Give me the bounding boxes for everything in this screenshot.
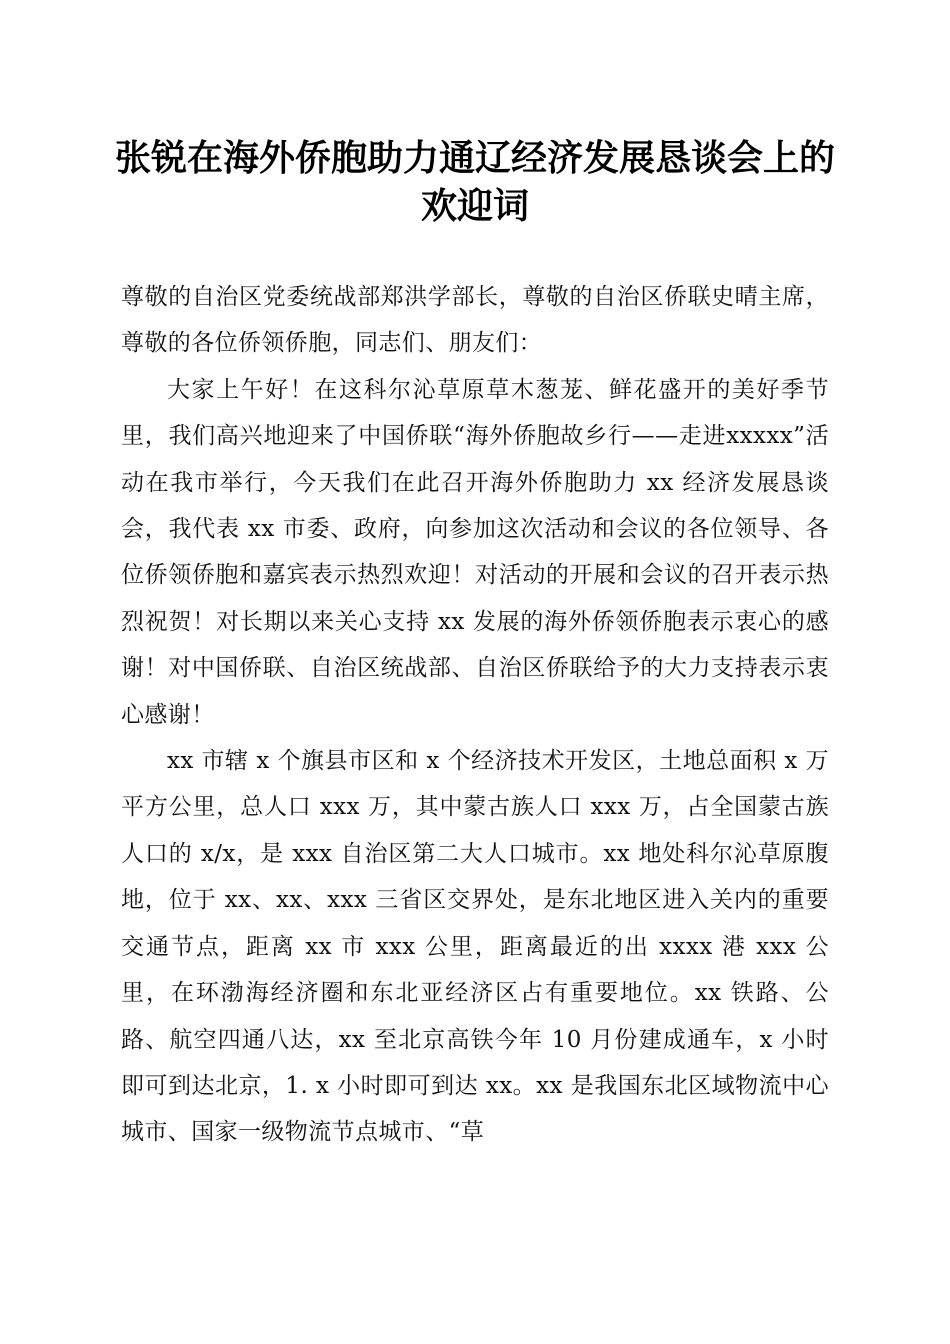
title-line-1: 张锐在海外侨胞助力通辽经济发展恳谈会上的 — [114, 137, 835, 179]
document-title — [100, 134, 850, 230]
title-line-2: 欢迎词 — [420, 185, 529, 227]
document-body — [121, 274, 829, 1156]
greeting-paragraph: 大家上午好！在这科尔沁草原草木葱茏、鲜花盛开的美好季节里，我们高兴地迎来了中国侨联“海外侨胞故乡行——走进xxxxx”活动在我市举行，今天我们在此召开海外侨胞助力 xx 经济发展恳谈会，我代表 xx 市委、政府，向参加这次活动和会议的各位领导、各位侨领侨胞和嘉宾表示热烈欢迎！对活动的开展和会议的召开表示热烈祝贺！对长期以来关心支持 xx 发展的海外侨领侨胞表示衷心的感谢！对中国侨联、自治区统战部、自治区侨联给予的大力支持表示衷心感谢！ — [121, 376, 829, 728]
city-overview-paragraph: xx 市辖 x 个旗县市区和 x 个经济技术开发区，土地总面积 x 万平方公里，总人口 xxx 万，其中蒙古族人口 xxx 万，占全国蒙古族人口的 x/x，是 xxx 自治区第二大人口城市。xx 地处科尔沁草原腹地，位于 xx、xx、xxx 三省区交界处，是东北地区进入关内的重要交通节点，距离 xx 市 xxx 公里，距离最近的出 xxxx 港 xxx 公里，在环渤海经济圈和东北亚经济区占有重要地位。xx 铁路、公路、航空四通八达，xx 至北京高铁今年 10 月份建成通车，x 小时即可到达北京，1. x 小时即可到达 xx。xx 是我国东北区域物流中心城市、国家一级物流节点城市、“草 — [121, 748, 829, 1146]
salutation-paragraph: 尊敬的自治区党委统战部郑洪学部长，尊敬的自治区侨联史晴主席，尊敬的各位侨领侨胞，同志们、朋友们： — [121, 284, 829, 357]
